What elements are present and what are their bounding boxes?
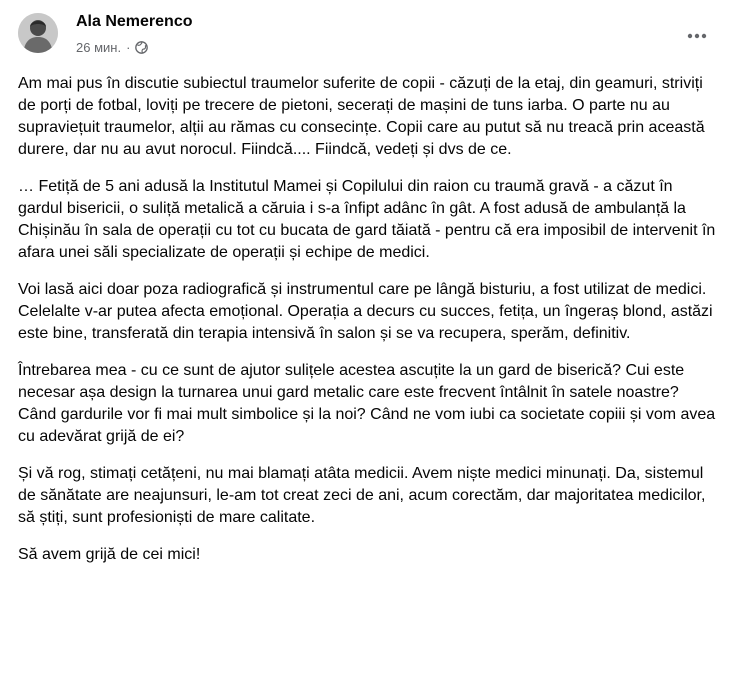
post-paragraph: Să avem grijă de cei mici! <box>18 546 201 563</box>
post-header <box>18 10 715 54</box>
post-meta <box>76 40 148 55</box>
meta-separator: · <box>126 40 131 55</box>
globe-icon[interactable] <box>135 41 148 54</box>
author-name[interactable]: Ala Nemerenco <box>76 13 193 30</box>
avatar-image <box>18 13 58 53</box>
post-body <box>18 73 718 581</box>
more-options-icon <box>687 33 707 39</box>
post-paragraph: Întrebarea mea - cu ce sunt de ajutor sulițele acestea ascuțite la un gard de biserică? Cui este necesar așa design la turnarea unui gard metalic care este frecvent întâlnit în satele noastre? Când gardurile vor fi mai mult simbolice și la noi? Când ne vom iubi ca societate copiii și vom avea cu adevărat grijă de ei? <box>18 362 716 445</box>
more-options-button[interactable] <box>679 18 715 54</box>
avatar[interactable] <box>18 13 58 53</box>
post-paragraph: Și vă rog, stimați cetățeni, nu mai blamați atâta medicii. Avem niște medici minunați. Da, sistemul de sănătate are neajunsuri, le-am tot creat zeci de ani, acum corectăm, dar majoritatea medicilor, să știți, sunt profesioniști de mare calitate. <box>18 465 706 526</box>
post-timestamp[interactable]: 26 мин. <box>76 40 122 55</box>
post-paragraph: Am mai pus în discutie subiectul traumelor suferite de copii - căzuți de la etaj, din geamuri, striviți de porți de fotbal, loviți pe trecere de pietoni, secerați de mașini de tuns iarba. O parte nu au supraviețuit traumelor, alții au rămas cu consecințe. Copii care au putut să nu treacă prin această durere, dar nu au avut norocul. Fiindcă.... Fiindcă, vedeți și dvs de ce. <box>18 75 705 158</box>
post-paragraph: … Fetiță de 5 ani adusă la Institutul Mamei și Copilului din raion cu traumă gravă - a căzut în gardul bisericii, o suliță metalică a căruia i s-a înfipt adânc în gât. A fost adusă de ambulanță la Chișinău în sala de operații cu tot cu bucata de gard tăiată - pentru că era imposibil de intervenit în afara unei săli specializate de operații și echipe de medici. <box>18 178 716 261</box>
post-paragraph: Voi lasă aici doar poza radiografică și instrumentul care pe lângă bisturiu, a fost utilizat de medici. Celelalte v-ar putea afecta emoțional. Operația a decurs cu succes, fetița, un îngeraș blond, astăzi este bine, transferată din terapia intensivă în salon și se va recupera, sperăm, definitiv. <box>18 281 713 342</box>
